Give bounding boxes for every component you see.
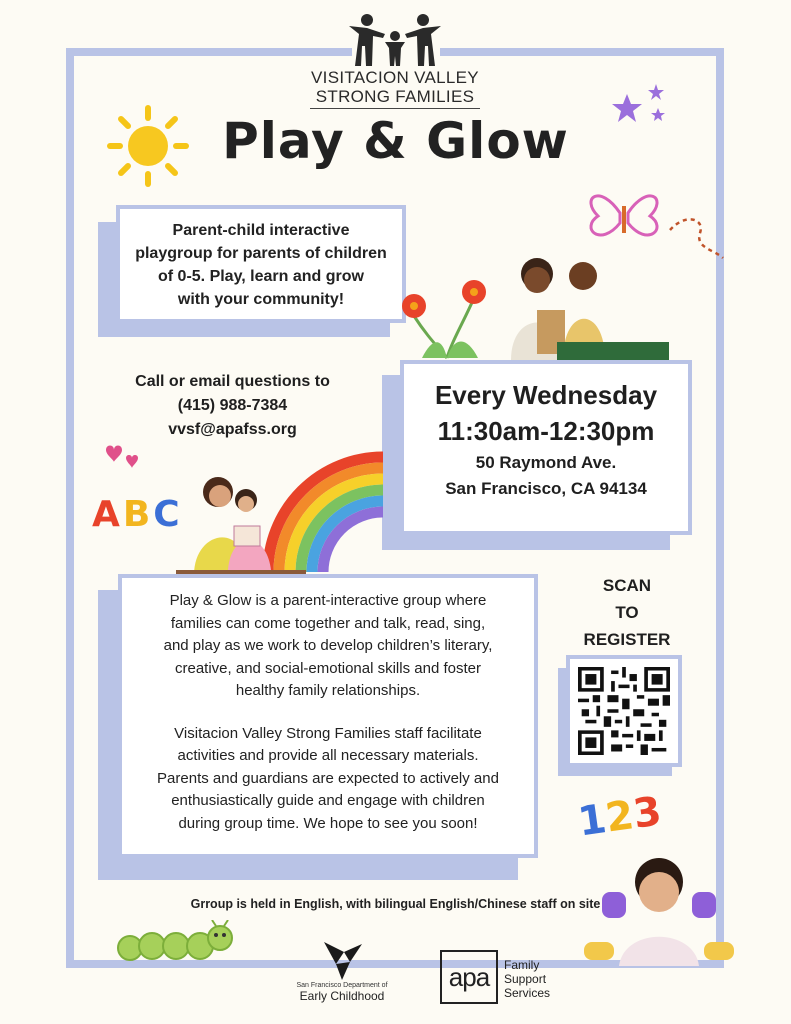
photo-mother-child-play	[497, 250, 669, 360]
page-title: Play & Glow	[222, 112, 569, 170]
sun-icon	[104, 102, 192, 190]
numbers-decoration-wrap	[575, 788, 664, 845]
scan-line-2: TO	[615, 603, 639, 622]
description-line-10: during group time. We hope to see you soon!	[178, 814, 478, 832]
org-name-line2: STRONG FAMILIES	[315, 87, 475, 106]
sponsor-early-childhood	[282, 938, 402, 1003]
description-box	[118, 574, 538, 858]
qr-code-icon[interactable]	[578, 667, 670, 755]
description-line-9: enthusiastically guide and engage with children	[171, 792, 485, 809]
org-name-line1: VISITACION VALLEY	[311, 68, 479, 87]
sponsor1-small-text: San Francisco Department of	[296, 982, 388, 989]
description-line-5: healthy family relationships.	[235, 682, 421, 699]
origami-bird-icon	[318, 938, 366, 982]
sponsor-apa	[440, 944, 560, 1006]
schedule-day: Every Wednesday	[434, 380, 658, 410]
frame-left	[66, 48, 74, 968]
intro-box	[116, 205, 406, 323]
stars-icon	[612, 82, 672, 132]
apa-logo-text: apa	[448, 962, 490, 992]
contact-info	[110, 370, 355, 442]
schedule-time: 11:30am-12:30pm	[437, 416, 655, 446]
intro-line-4: with your community!	[177, 291, 345, 308]
abc-letters	[92, 494, 183, 535]
contact-email[interactable]: vvsf@apafss.org	[168, 421, 297, 438]
photo-mother-child-reading	[176, 470, 306, 575]
description-line-1: Play & Glow is a parent-interactive group where	[169, 592, 487, 609]
caterpillar-icon	[116, 920, 238, 968]
numbers-decoration: 123	[575, 788, 665, 846]
apa-line-2: Support	[504, 972, 547, 986]
apa-text	[504, 958, 550, 1000]
schedule-address-line1: 50 Raymond Ave.	[475, 453, 617, 472]
org-logo	[300, 12, 490, 109]
intro-line-1: Parent-child interactive	[172, 222, 350, 239]
schedule-box	[400, 360, 692, 535]
abc-decoration: ABC	[92, 494, 183, 535]
contact-phone[interactable]: (415) 988-7384	[177, 397, 288, 414]
description-line-2: families can come together and talk, read, sing,	[170, 614, 486, 632]
flowers-icon	[392, 276, 502, 360]
scan-to-register	[572, 572, 682, 653]
qr-box	[566, 655, 682, 767]
apa-logo-box	[440, 950, 498, 1004]
description-line-7: activities and provide all necessary materials.	[177, 747, 479, 764]
contact-heading: Call or email questions to	[135, 373, 330, 390]
family-logo-icon	[345, 12, 445, 68]
schedule-address-line2: San Francisco, CA 94134	[445, 479, 647, 498]
intro-line-3: of 0-5. Play, learn and grow	[158, 268, 364, 285]
description-line-6: Visitacion Valley Strong Families staff facilitate	[174, 724, 482, 742]
sponsor1-name: Early Childhood	[299, 989, 385, 1003]
description-line-8: Parents and guardians are expected to actively and	[157, 769, 499, 787]
scan-line-3: REGISTER	[583, 630, 671, 649]
apa-line-3: Services	[504, 986, 551, 1000]
apa-line-1: Family	[504, 958, 540, 972]
logo-divider	[310, 108, 480, 109]
description-line-3: and play as we work to develop children’s literary,	[163, 637, 493, 654]
description-line-4: creative, and social-emotional skills and foster	[175, 659, 481, 677]
scan-line-1: SCAN	[602, 576, 652, 595]
hearts-icon	[104, 440, 144, 470]
language-note: Grroup is held in English, with bilingual English/Chinese staff on site	[190, 897, 601, 911]
intro-line-2: playgroup for parents of children	[135, 245, 387, 262]
